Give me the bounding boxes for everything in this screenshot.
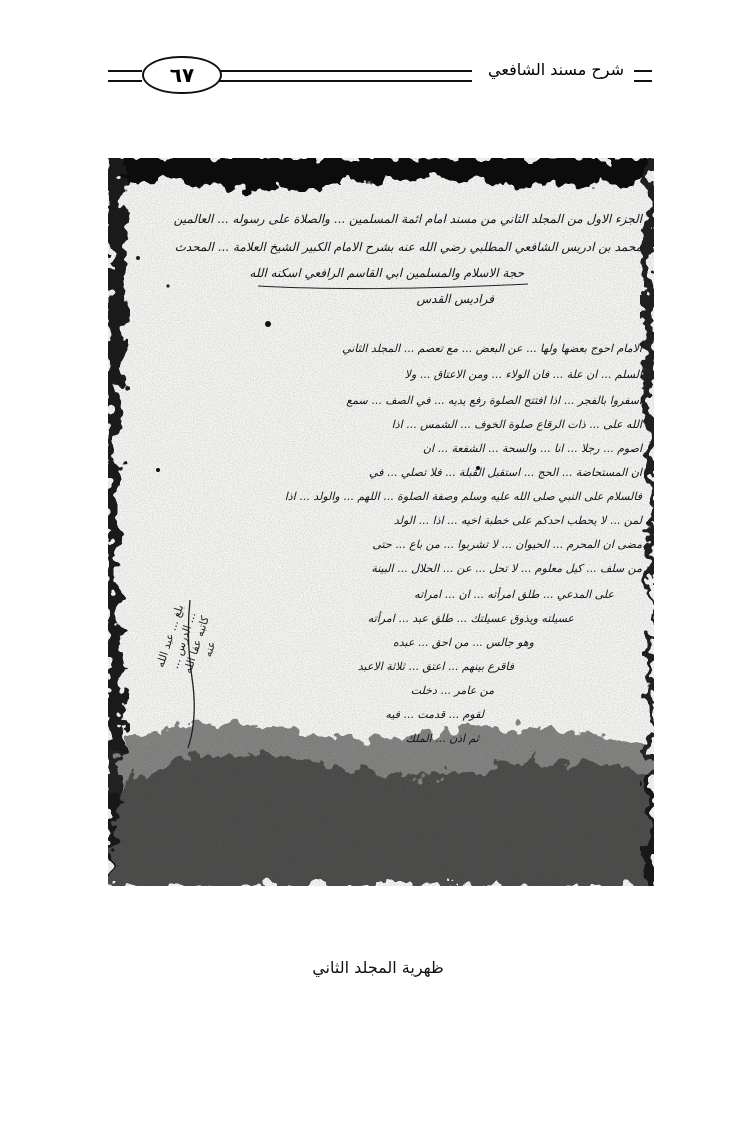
margin-note: بلغ ... عبد الله ... الدرس ... كاتبه عفا الله عنه — [153, 603, 219, 675]
manuscript-heading-line: الجزء الاول من المجلد الثاني من مسند امام ائمة المسلمين ... والصلاة على رسوله ... العالمين — [173, 212, 642, 226]
header-rule-left — [108, 70, 142, 82]
manuscript-body-line: السلم ... ان علة ... فان الولاء ... ومن الاعتاق ... ولا — [404, 368, 642, 381]
manuscript-heading-line: فرادیس القدس — [416, 292, 494, 306]
manuscript-heading-line: محمد بن ادريس الشافعي المطلبي رضي الله عنه بشرح الامام الكبير الشيخ العلامة ... المحدث — [174, 240, 642, 254]
header-rule — [182, 70, 472, 82]
manuscript-body-line: فالسلام على النبي صلى الله عليه وسلم وصفة الصلوة ... اللهم ... والولد ... اذا — [284, 490, 642, 503]
manuscript-body-line: مضى ان المحرم ... الحيوان ... لا تشربوا ... من باع ... حتى — [372, 538, 642, 551]
manuscript-body-line: لمن ... لا يحطب احدكم على خطبة اخيه ... اذا ... الولد — [393, 514, 642, 527]
running-title: شرح مسند الشافعي — [482, 60, 630, 79]
header-rule-right — [634, 70, 652, 82]
manuscript-image — [108, 158, 654, 886]
manuscript-body-line: من سلف ... كيل معلوم ... لا تحل ... عن ... الحلال ... البينة — [371, 562, 642, 575]
manuscript-body-line: ثم اذن ... الملك — [405, 732, 479, 745]
manuscript-body-line: فاقرع بينهم ... اعتق ... ثلاثة الاعبد — [357, 660, 514, 673]
manuscript-body-line: ان المستحاضة ... الحج ... استقبل القبلة ... فلا تصلي ... في — [368, 466, 642, 479]
manuscript-body-line: وهو جالس ... من احق ... عبده — [393, 636, 534, 649]
manuscript-body-line: اصوم ... رجلا ... انا ... والسحة ... الشفعة ... ان — [422, 442, 642, 455]
figure-caption: ظهرية المجلد الثاني — [312, 958, 444, 977]
running-header — [108, 56, 652, 96]
manuscript-body-line: الله على ... ذات الرقاع صلوة الخوف ... الشمس ... اذا — [391, 418, 642, 431]
manuscript-heading-line: حجة الاسلام والمسلمين ابي القاسم الرافعي اسكنه الله — [249, 266, 524, 280]
manuscript-body-line: لقوم ... قدمت ... فيه — [385, 708, 484, 721]
manuscript-body-line: اسفروا بالفجر ... اذا افتتح الصلوة رفع يديه ... في الصف ... سمع — [346, 394, 642, 407]
manuscript-body-line: الامام احوج بعضها ولها ... عن البعض ... مع تعصم ... المجلد الثاني — [342, 342, 642, 355]
page-number: ٦٧ — [142, 56, 222, 94]
manuscript-body-line: من عامر ... دخلت — [410, 684, 494, 697]
manuscript-body-line: على المدعي ... طلق امرأته ... ان ... امراته — [414, 588, 614, 601]
manuscript-body-line: عسيلته ويذوق عسيلتك ... طلق عبد ... امرأته — [367, 612, 574, 625]
